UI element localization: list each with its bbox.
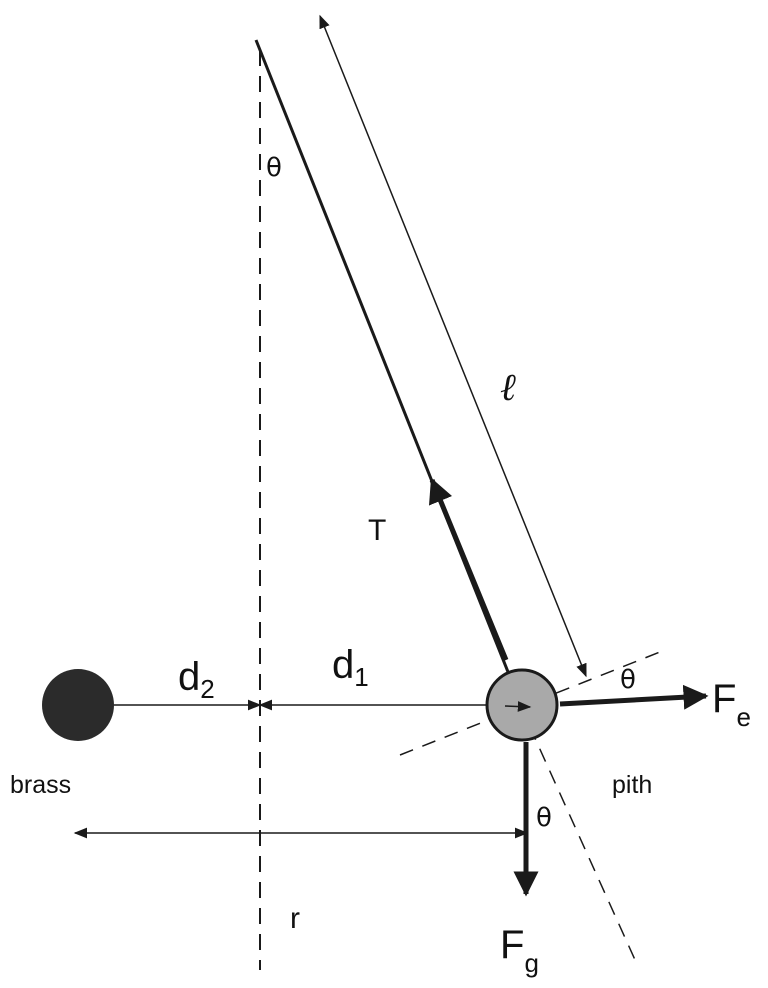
length-dimension-arrow [320, 16, 586, 676]
d2-main: d [178, 655, 201, 699]
d1-main: d [332, 643, 355, 687]
theta-right-label: θ [620, 665, 636, 695]
pith-ball [487, 670, 557, 740]
theta-top-label: θ [266, 153, 282, 183]
theta-bottom-label: θ [536, 803, 552, 833]
r-label: r [290, 902, 300, 935]
tension-label: T [368, 514, 387, 547]
brass-ball [42, 669, 114, 741]
brass-label: brass [10, 771, 72, 799]
pith-radius-arrow [505, 706, 530, 707]
pith-label: pith [612, 771, 653, 799]
fe-main: F [712, 677, 737, 721]
d2-label [178, 655, 215, 704]
fg-label [500, 923, 539, 978]
d1-label [332, 643, 369, 692]
length-label: ℓ [500, 367, 516, 409]
d1-subscript: 1 [354, 662, 369, 692]
fg-subscript: g [524, 948, 539, 978]
electric-force-arrow [560, 696, 706, 704]
d2-subscript: 2 [200, 674, 215, 704]
fe-subscript: e [736, 702, 751, 732]
tension-arrow [432, 480, 506, 660]
string-extension-dashed-line [520, 705, 636, 962]
fe-label [712, 677, 751, 732]
fg-main: F [500, 923, 525, 967]
